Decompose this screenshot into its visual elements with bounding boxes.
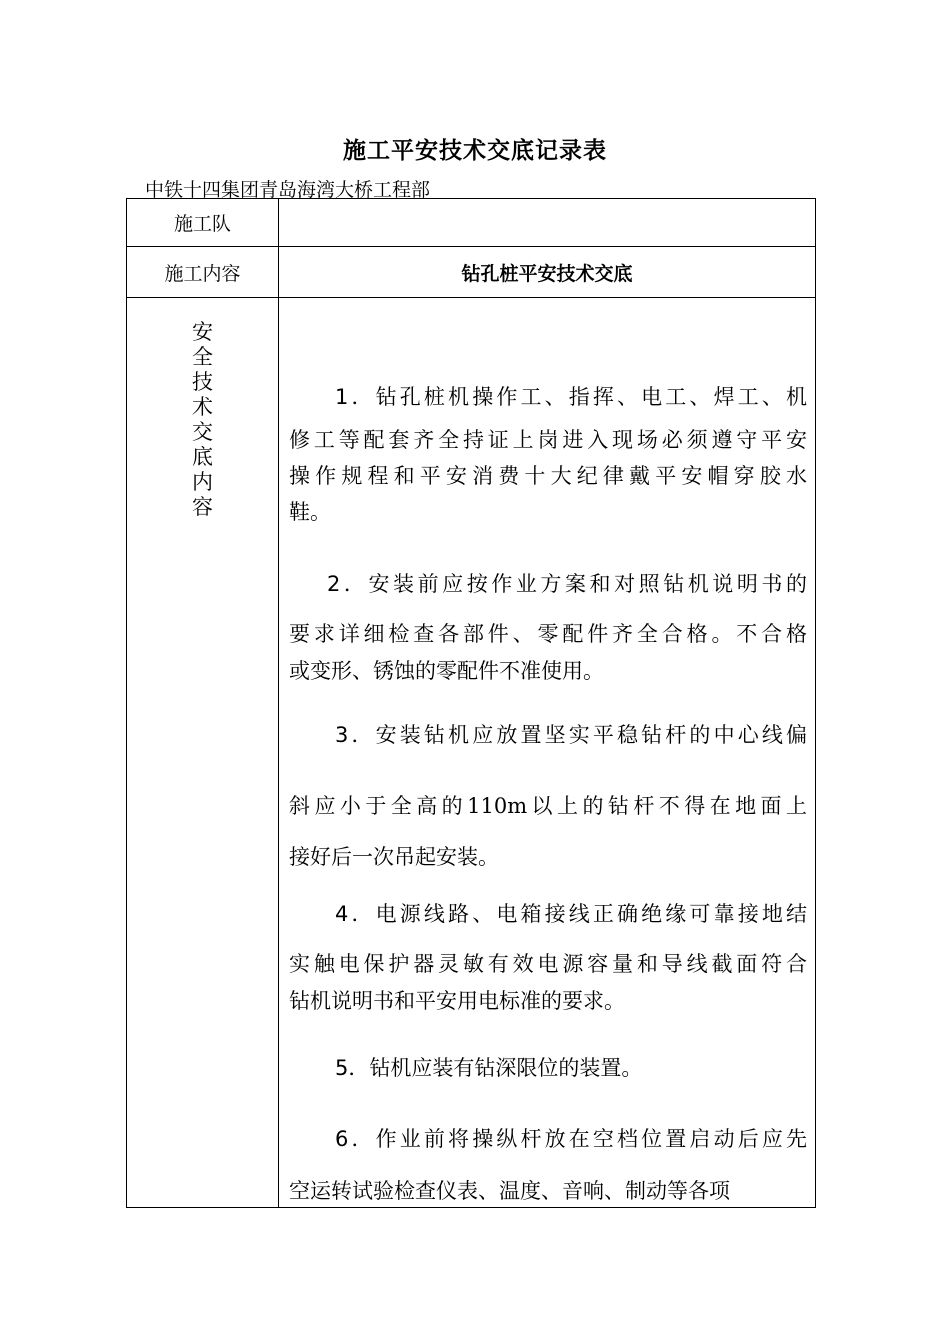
paragraph-text: 钻机说明书和平安用电标准的要求。 (289, 989, 625, 1013)
section-label-cell (127, 298, 279, 1208)
section-body (279, 298, 816, 1208)
paragraph-line (289, 787, 807, 825)
page-title: 施工平安技术交底记录表 (343, 137, 607, 164)
paragraph-line (289, 1172, 807, 1208)
paragraph-number: 4． (335, 902, 376, 926)
paragraph-line (289, 716, 807, 754)
paragraph-text: 安装钻机应放置坚实平稳钻杆的中心线偏 (375, 723, 807, 747)
team-value (279, 199, 816, 247)
paragraph-text: 斜应小于全高的110m以上的钻杆不得在地面上 (289, 794, 807, 818)
paragraph-line (289, 378, 807, 416)
paragraph-text: 修工等配套齐全持证上岗进入现场必须遵守平安 (289, 428, 807, 452)
paragraph-number: 6． (335, 1127, 376, 1151)
team-row (127, 199, 816, 247)
paragraph-number: 3． (335, 723, 376, 747)
paragraph-text: 鞋。 (289, 500, 331, 524)
paragraph-line (289, 565, 807, 603)
paragraph-number: 5． (335, 1056, 370, 1080)
paragraph-text: 操作规程和平安消费十大纪律戴平安帽穿胶水 (289, 464, 807, 488)
paragraph-text: 作业前将操纵杆放在空档位置启动后应先 (375, 1127, 807, 1151)
content-value: 钻孔桩平安技术交底 (279, 247, 816, 298)
paragraph-text: 实触电保护器灵敏有效电源容量和导线截面符合 (289, 952, 807, 976)
paragraph-line (289, 493, 807, 531)
paragraph-text: 安装前应按作业方案和对照钻机说明书的 (368, 572, 807, 596)
paragraph-line (289, 1120, 807, 1158)
paragraph-number: 2． (327, 572, 369, 596)
paragraph-text: 或变形、锈蚀的零配件不准使用。 (289, 659, 604, 683)
section-label: 安全技术交底内容 (192, 320, 213, 519)
section-row (127, 298, 816, 1208)
paragraph-line (289, 838, 807, 876)
paragraph-line (289, 1049, 807, 1087)
paragraph-line (289, 895, 807, 933)
organization-name: 中铁十四集团青岛海湾大桥工程部 (145, 179, 431, 201)
paragraph-text: 钻孔桩机操作工、指挥、电工、焊工、机 (375, 385, 807, 409)
paragraph-line (289, 982, 807, 1020)
disclosure-record-table (126, 198, 816, 1208)
paragraph-text: 接好后一次吊起安装。 (289, 845, 499, 869)
paragraph-line (289, 615, 807, 653)
paragraph-text: 电源线路、电箱接线正确绝缘可靠接地结 (375, 902, 807, 926)
content-label: 施工内容 (127, 247, 279, 298)
team-label: 施工队 (127, 199, 279, 247)
paragraph-line (289, 457, 807, 495)
paragraph-text: 空运转试验检查仪表、温度、音响、制动等各项 (289, 1179, 730, 1203)
paragraph-number: 1． (335, 385, 376, 409)
paragraph-text: 钻机应装有钻深限位的装置。 (369, 1056, 643, 1080)
content-row (127, 247, 816, 298)
paragraph-line (289, 652, 807, 690)
paragraph-line (289, 421, 807, 459)
paragraph-text: 要求详细检查各部件、零配件齐全合格。不合格 (289, 622, 807, 646)
paragraph-line (289, 945, 807, 983)
